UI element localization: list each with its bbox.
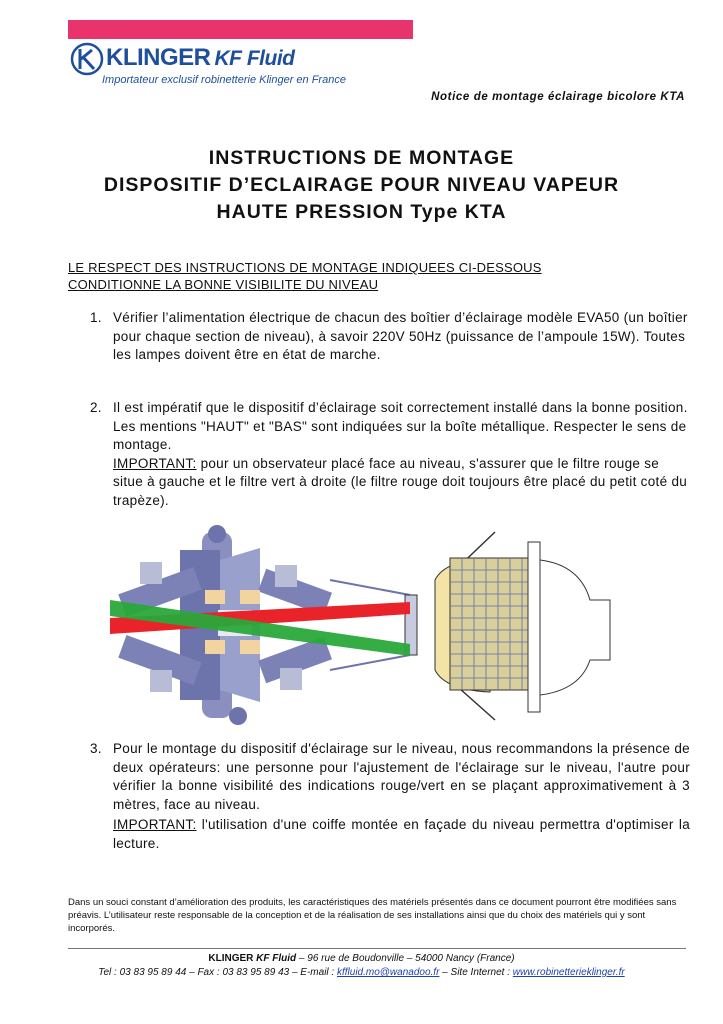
warning-heading: LE RESPECT DES INSTRUCTIONS DE MONTAGE INDIQUEES CI-DESSOUS CONDITIONNE LA BONNE VISIBILITE DU NIVEAU <box>68 260 542 292</box>
footer-divider <box>68 948 686 949</box>
instruction-item-1: 1. Vérifier l’alimentation électrique de chacun des boîtier d’éclairage modèle EVA50 (un boîtier pour chaque section de niveau), à savoir 220V 50Hz (puissance de l’ampoule 15W). Toutes les lampes doivent être en état de marche. <box>90 310 688 362</box>
page-title: INSTRUCTIONS DE MONTAGE DISPOSITIF D’ECLAIRAGE POUR NIVEAU VAPEUR HAUTE PRESSION Type KTA <box>103 147 620 223</box>
brand-name: KLINGER KF Fluid <box>106 44 295 71</box>
email-link[interactable]: kffluid.mo@wanadoo.fr <box>336 967 440 978</box>
instruction-item-2: 2. Il est impératif que le dispositif d’éclairage soit correctement installé dans la bonne position. Les mentions "HAUT" et "BAS" sont indiquées sur la boîte métallique. Respecter le sens de montage. IMPORTANT: pour un observateur placé face au niveau, s'assurer que le filtre rouge se situe à gauche et le filtre vert à droite (le filtre rouge doit toujours être placé du petit coté du trapèze). <box>90 400 688 508</box>
company-logo <box>70 42 346 92</box>
important-label: IMPORTANT: <box>113 455 197 471</box>
lighting-device-diagram <box>110 520 615 730</box>
instruction-item-3: 3. Pour le montage du dispositif d'éclairage sur le niveau, nous recommandons la présence de deux opérateurs: une personne pour l'ajustement de l'éclairage sur le niveau, l'autre pour vérifier la bonne visibilité des indications rouge/vert en se plaçant approximativement à 3 mètres, face au niveau. IMPORTANT: l'utilisation d'une coiffe montée en façade du niveau permettra d'optimiser la lecture. <box>90 741 690 851</box>
lamp-housing <box>330 532 610 720</box>
brand-tagline: Importateur exclusif robinetterie Klinger en France <box>102 74 346 86</box>
disclaimer-footnote: Dans un souci constant d’amélioration des produits, les caractéristiques des matériels présentés dans ce document pourront être modifiées sans préavis. L’utilisateur reste responsable de la conception et de la réalisation de ses installations ainsi que du choix des matériels qui y sont incorporés. <box>68 897 677 934</box>
footer-contact: Tel : 03 83 95 89 44 – Fax : 03 83 95 89 43 – E-mail : kffluid.mo@wanadoo.fr – Site Internet : www.robinetterieklinger.fr <box>98 967 625 978</box>
footer-address: KLINGER KF Fluid – 96 rue de Boudonville – 54000 Nancy (France) <box>208 953 515 964</box>
important-label: IMPORTANT: <box>113 817 197 832</box>
klinger-logo-icon <box>70 42 104 76</box>
website-link[interactable]: www.robinetterieklinger.fr <box>512 967 625 978</box>
header-accent-bar <box>68 20 413 39</box>
notice-subtitle: Notice de montage éclairage bicolore KTA <box>431 91 685 103</box>
